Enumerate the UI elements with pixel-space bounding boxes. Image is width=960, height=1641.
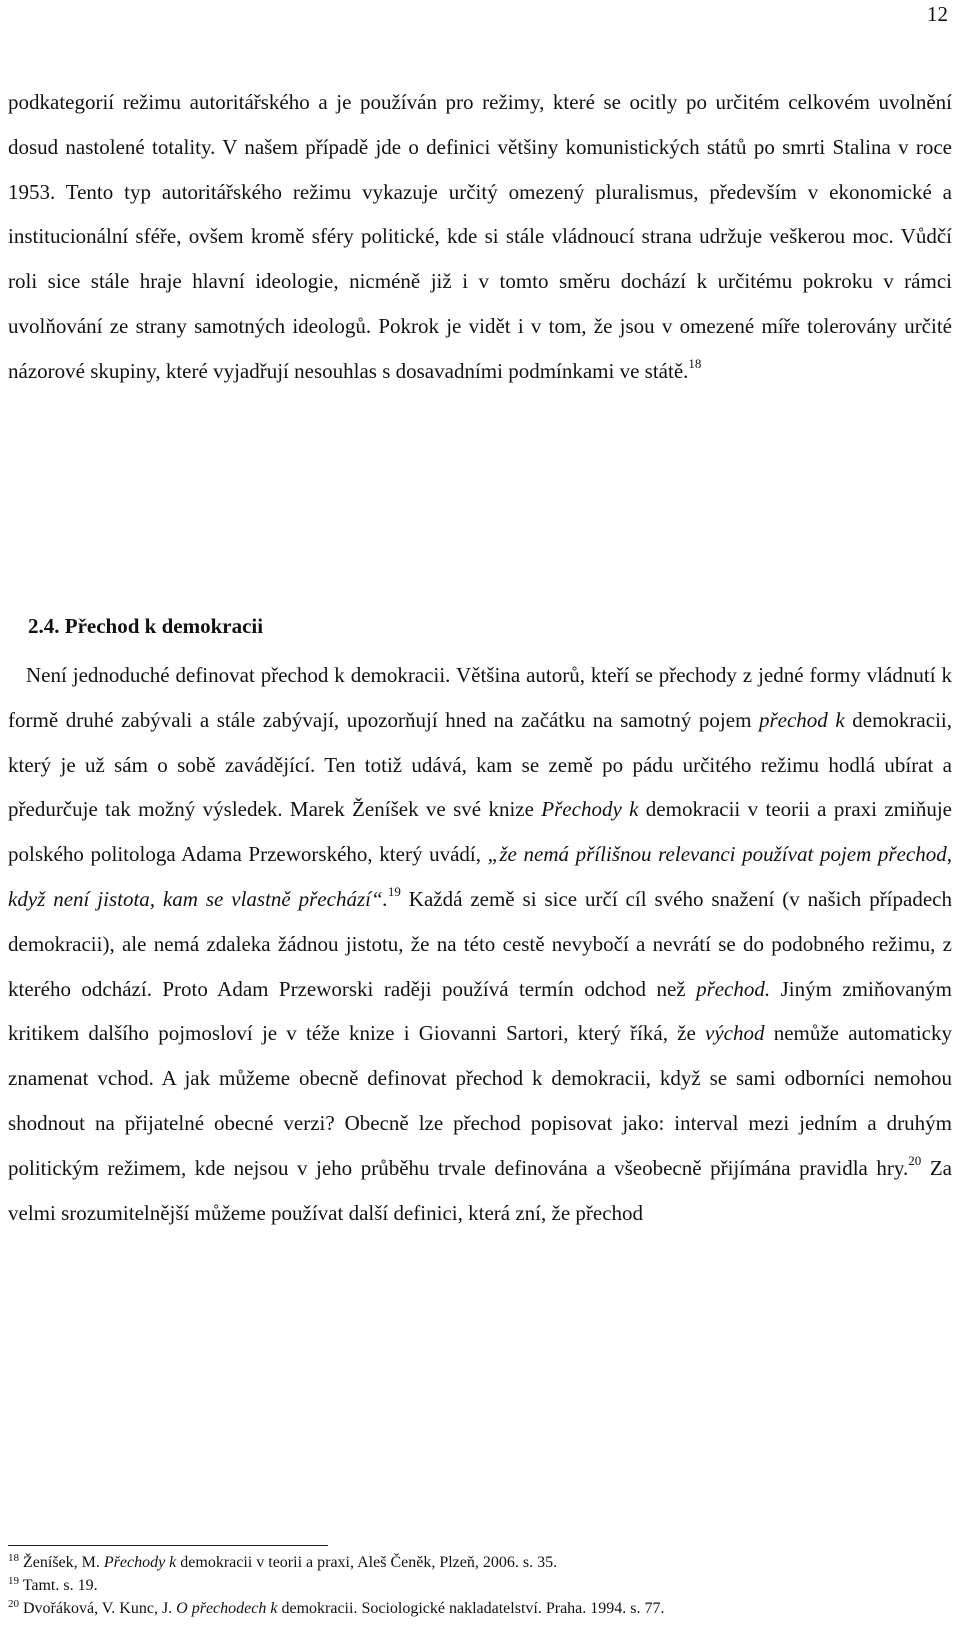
footnote-text: demokracii. Sociologické nakladatelství. Praha. 1994. s. 77. bbox=[277, 1600, 665, 1617]
paragraph-authoritarian-regime bbox=[8, 80, 952, 394]
page-number: 12 bbox=[927, 2, 948, 26]
footnote-number: 18 bbox=[8, 1552, 19, 1564]
footnote-text: Ženíšek, M. bbox=[23, 1554, 104, 1571]
footnote-number: 20 bbox=[8, 1598, 19, 1610]
footnote-19 bbox=[8, 1574, 952, 1597]
section-heading: 2.4. Přechod k demokracii bbox=[28, 614, 264, 638]
text-segment: Za velmi srozumitelnější můžeme používat další definici, která zní, že přechod bbox=[8, 1155, 952, 1225]
footnote-18 bbox=[8, 1551, 952, 1574]
text-segment: nemůže automaticky znamenat vchod. A jak můžeme obecně definovat přechod k demokracii, když se sami odborníci nemohou shodnout na přijatelné obecné verzi? Obecně lze přechod popisovat jako: interval mezi jedním a druhým politickým režimem, kde nejsou v jeho průběhu trvale definována a všeobecně přijímána pravidla hry. bbox=[8, 1021, 952, 1180]
footnote-text: Tamt. s. 19. bbox=[22, 1577, 98, 1594]
text-segment: demokracii v teorii a praxi zmiňuje polského politologa Adama Przeworského, který uvádí, bbox=[8, 797, 952, 867]
footnote-text: demokracii v teorii a praxi, Aleš Čeněk, Plzeň, 2006. s. 35. bbox=[176, 1554, 558, 1571]
footnote-20 bbox=[8, 1597, 952, 1620]
italic-term: východ bbox=[705, 1021, 765, 1046]
footnotes bbox=[8, 1551, 952, 1620]
paragraph-text: podkategorií režimu autoritářského a je používán pro režimy, které se ocitly po určitém celkovém uvolnění dosud nastolené totality. V našem případě jde o definici většiny komunistických států po smrti Stalina v roce 1953. Tento typ autoritářského režimu vykazuje určitý omezený pluralismus, především v ekonomické a institucionální sféře, ovšem kromě sféry politické, kde si stále vládnoucí strana udržuje veškerou moc. Vůdčí roli sice stále hraje hlavní ideologie, nicméně již i v tomto směru dochází k určitému pokroku v rámci uvolňování ze strany samotných ideologů. Pokrok je vidět i v tom, že jsou v omezené míře tolerovány určité názorové skupiny, které vyjadřují nesouhlas s dosavadními podmínkami ve státě. bbox=[8, 90, 952, 383]
footnote-separator bbox=[8, 1545, 328, 1546]
footnote-number: 19 bbox=[8, 1575, 19, 1587]
footnote-title: O přechodech k bbox=[176, 1600, 278, 1617]
quotation: „že nemá přílišnou relevanci používat pojem přechod, když není jistota, kam se vlastně přechází“. bbox=[8, 842, 952, 911]
text-segment: Jiným zmiňovaným kritikem dalšího pojmosloví je v téže knize i Giovanni Sartori, který říká, že bbox=[8, 976, 952, 1046]
footnote-ref-20[interactable]: 20 bbox=[908, 1152, 922, 1168]
footnote-ref-19[interactable]: 19 bbox=[387, 883, 401, 899]
italic-term: přechod k bbox=[758, 707, 845, 732]
book-title: Přechody k bbox=[541, 797, 639, 822]
footnote-ref-18[interactable]: 18 bbox=[688, 355, 702, 371]
footnote-text: Dvořáková, V. Kunc, J. bbox=[23, 1600, 177, 1617]
paragraph-transition-democracy bbox=[8, 653, 952, 1235]
italic-term: přechod. bbox=[696, 976, 771, 1001]
footnote-title: Přechody k bbox=[103, 1554, 177, 1571]
text-segment: demokracii, který je už sám o sobě zavádějící. Ten totiž udává, kam se země po pádu určitého režimu hodlá ubírat a předurčuje tak možný výsledek. Marek Ženíšek ve své knize bbox=[8, 707, 952, 822]
text-segment: Není jednoduché definovat přechod k demokracii. Většina autorů, kteří se přechody z jedné formy vládnutí k formě druhé zabývali a stále zabývají, upozorňují hned na začátku na samotný pojem bbox=[8, 663, 952, 732]
text-segment: Každá země si sice určí cíl svého snažení (v našich případech demokracii), ale nemá zdaleka žádnou jistotu, že na této cestě nevybočí a nevrátí se do podobného režimu, z kterého odchází. Proto Adam Przeworski raději používá termín odchod než bbox=[8, 886, 952, 1001]
